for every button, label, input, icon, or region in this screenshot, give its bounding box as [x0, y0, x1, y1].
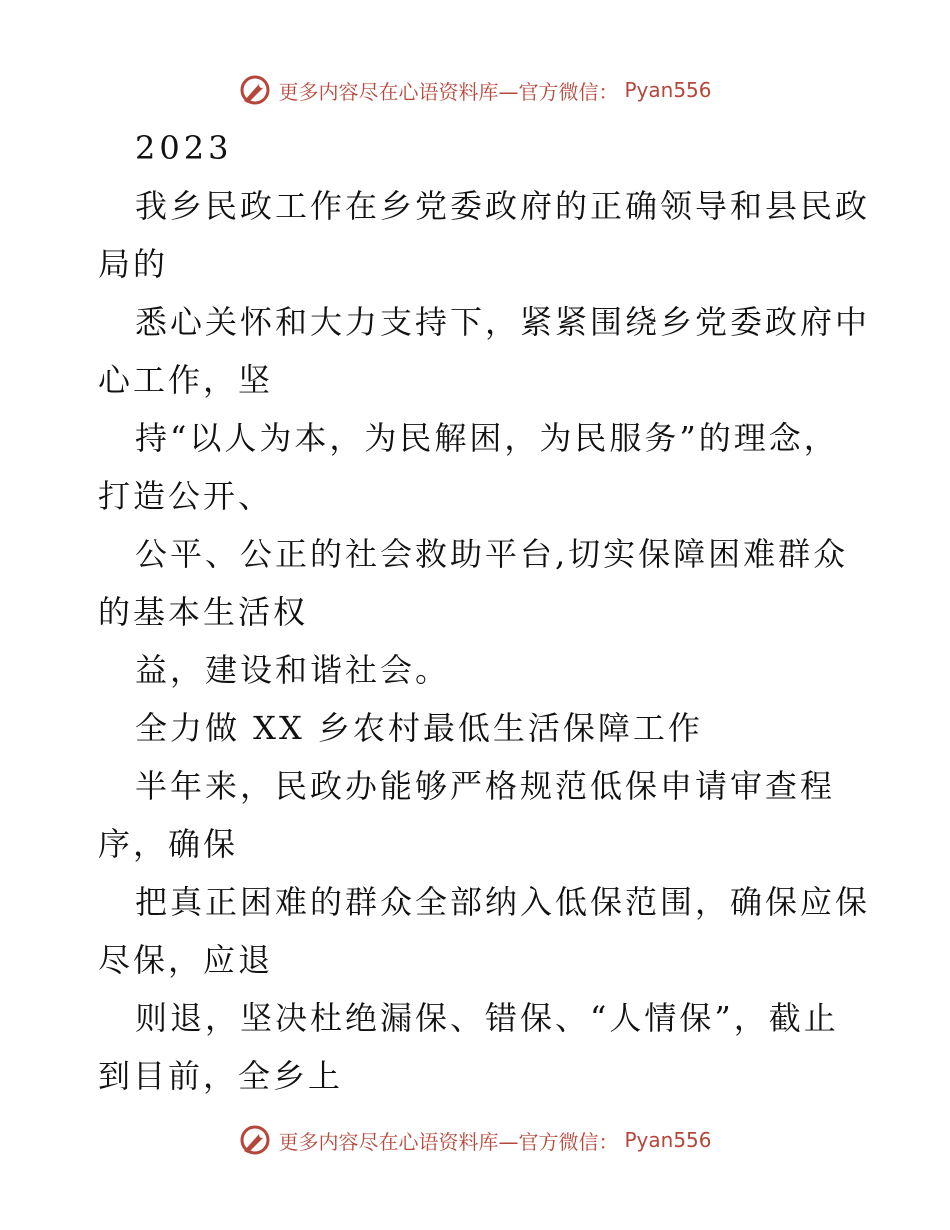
watermark-text: 更多内容尽在心语资料库—官方微信： [278, 1129, 619, 1154]
doc-line: 全力做 XX 乡农村最低生活保障工作 [135, 709, 703, 747]
doc-line: 益，建设和谐社会。 [135, 651, 451, 689]
watermark-text: 更多内容尽在心语资料库—官方微信： [278, 79, 619, 104]
doc-line: 的基本生活权 [98, 593, 309, 631]
doc-line: 悉心关怀和大力支持下，紧紧围绕乡党委政府中 [135, 303, 871, 341]
doc-line: 到目前，全乡上 [98, 1057, 344, 1095]
doc-line: 则退，坚决杜绝漏保、错保、“人情保”，截止 [135, 999, 839, 1037]
pen-logo-icon [238, 73, 272, 107]
footer-watermark [0, 1120, 950, 1160]
doc-line: 局的 [98, 245, 169, 283]
doc-line: 打造公开、 [98, 477, 274, 515]
doc-line: 持“以人为本，为民解困，为民服务”的理念， [135, 419, 839, 457]
header-watermark [0, 70, 950, 110]
doc-line: 半年来，民政办能够严格规范低保申请审查程 [135, 767, 836, 805]
doc-line: 把真正困难的群众全部纳入低保范围，确保应保 [135, 883, 871, 921]
watermark-wechat-id: Pyan556 [624, 78, 712, 102]
doc-line: 公平、公正的社会救助平台,切实保障困难群众 [135, 535, 849, 573]
doc-line: 序，确保 [98, 825, 239, 863]
doc-line: 心工作，坚 [98, 361, 274, 399]
doc-line-year: 2023 [135, 129, 233, 167]
watermark-wechat-id: Pyan556 [624, 1128, 712, 1152]
doc-line: 我乡民政工作在乡党委政府的正确领导和县民政 [135, 187, 871, 225]
pen-logo-icon [238, 1123, 272, 1157]
doc-line: 尽保，应退 [98, 941, 274, 979]
